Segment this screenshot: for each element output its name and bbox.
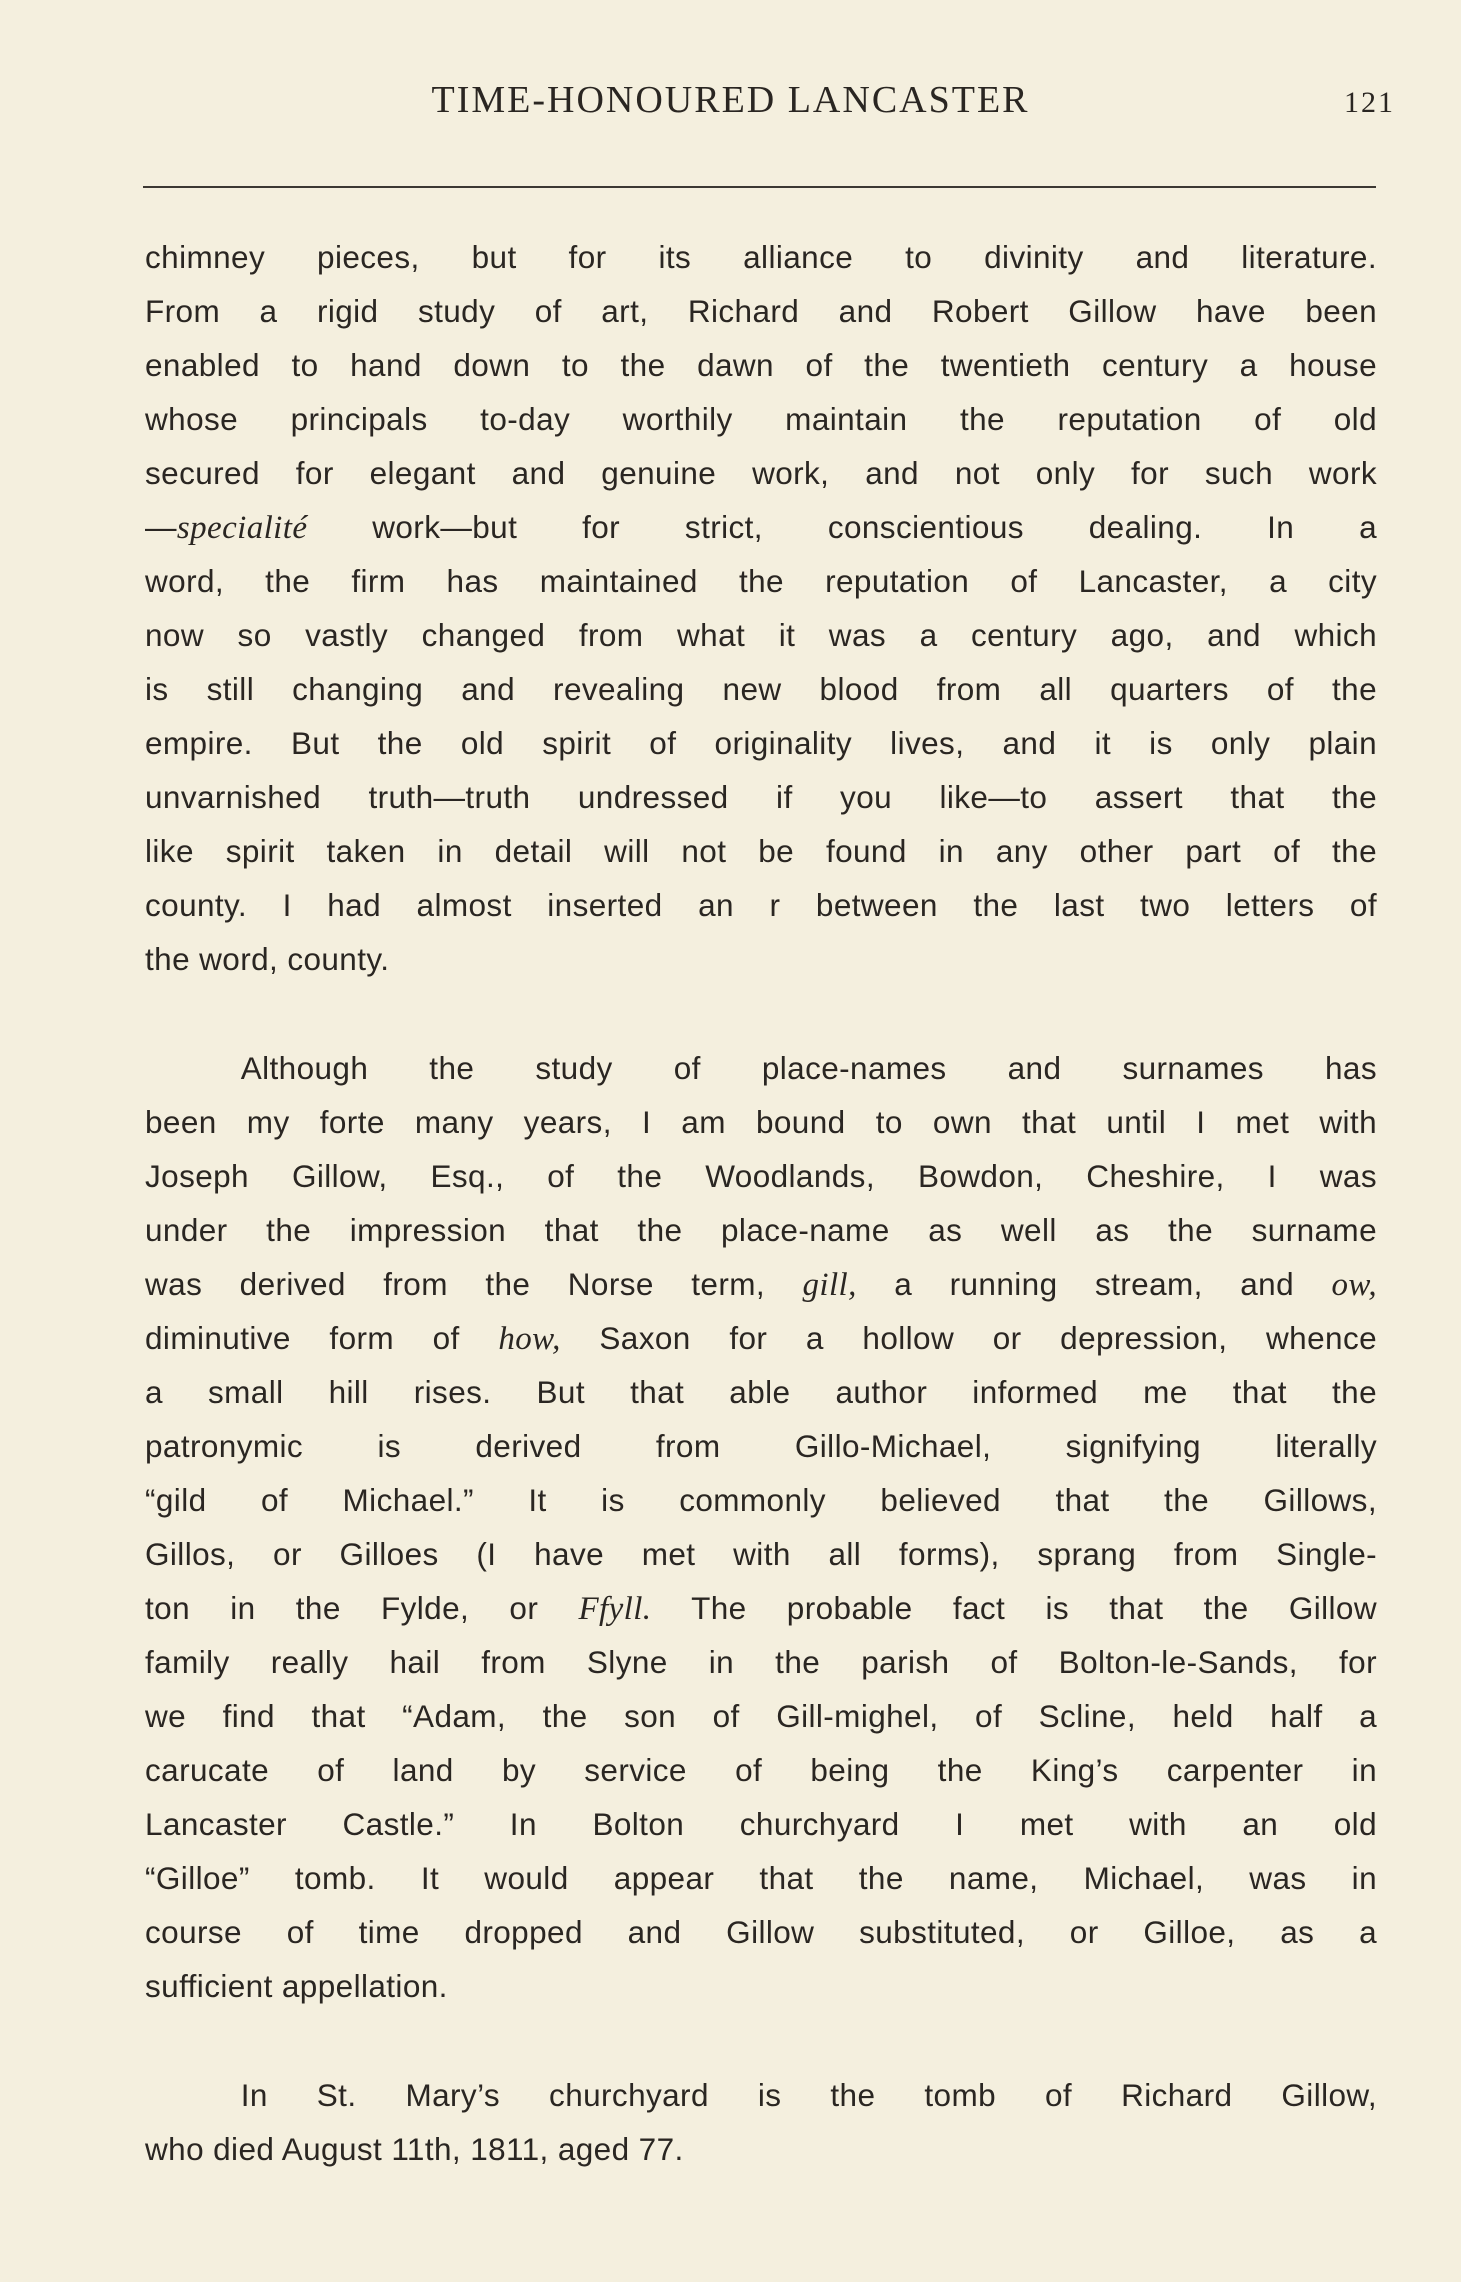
text-run: county. I had almost inserted an r between the last two letters of: [145, 887, 1377, 923]
paragraph: [145, 2068, 1377, 2176]
paragraph: [145, 230, 1377, 986]
text-run: specialité: [176, 510, 308, 546]
text-line: [145, 932, 1377, 986]
text-run: who died August 11th, 1811, aged 77.: [145, 2131, 684, 2167]
text-run: —: [145, 509, 177, 545]
text-run: word, the firm has maintained the reputation of Lancaster, a city: [145, 563, 1377, 599]
text-line: [145, 1797, 1377, 1851]
text-run: a small hill rises. But that able author informed me that the: [145, 1374, 1377, 1410]
text-line: [145, 878, 1377, 932]
text-run: we find that “Adam, the son of Gill-mighel, of Scline, held half a: [145, 1698, 1377, 1734]
text-line: [145, 1257, 1377, 1311]
text-line: [145, 338, 1377, 392]
text-line: [145, 1095, 1377, 1149]
text-line: [145, 1959, 1377, 2013]
text-run: In St. Mary’s churchyard is the tomb of Richard Gillow,: [145, 2077, 1377, 2113]
text-line: [145, 1527, 1377, 1581]
text-run: how,: [498, 1321, 561, 1357]
text-line: [145, 554, 1377, 608]
text-run: Joseph Gillow, Esq., of the Woodlands, Bowdon, Cheshire, I was: [145, 1158, 1377, 1194]
text-run: a running stream, and: [856, 1266, 1332, 1302]
text-run: diminutive form of: [145, 1320, 499, 1356]
text-line: [145, 1581, 1377, 1635]
text-run: The probable fact is that the Gillow: [651, 1590, 1377, 1626]
text-line: [145, 1419, 1377, 1473]
text-line: [145, 770, 1377, 824]
text-run: Although the study of place-names and surnames has: [145, 1050, 1377, 1086]
text-line: [145, 1311, 1377, 1365]
text-run: the word, county.: [145, 941, 390, 977]
text-run: “Gilloe” tomb. It would appear that the name, Michael, was in: [145, 1860, 1377, 1896]
text-line: [145, 1635, 1377, 1689]
text-run: under the impression that the place-name as well as the surname: [145, 1212, 1377, 1248]
running-header: [0, 78, 1461, 138]
text-run: Ffyll.: [578, 1591, 652, 1627]
text-run: whose principals to-day worthily maintain the reputation of old: [145, 401, 1377, 437]
text-run: enabled to hand down to the dawn of the twentieth century a house: [145, 347, 1377, 383]
text-run: Gillos, or Gilloes (I have met with all forms), sprang from Single-: [145, 1536, 1377, 1572]
text-line: [145, 2122, 1377, 2176]
text-run: empire. But the old spirit of originality lives, and it is only plain: [145, 725, 1377, 761]
text-line: [145, 662, 1377, 716]
body-text: [145, 230, 1377, 2176]
text-run: family really hail from Slyne in the parish of Bolton-le-Sands, for: [145, 1644, 1377, 1680]
text-run: gill,: [802, 1267, 857, 1303]
text-line: [145, 500, 1377, 554]
text-line: [145, 1905, 1377, 1959]
text-run: carucate of land by service of being the King’s carpenter in: [145, 1752, 1377, 1788]
paragraph: [145, 1041, 1377, 2013]
text-run: course of time dropped and Gillow substituted, or Gilloe, as a: [145, 1914, 1377, 1950]
header-rule: [143, 186, 1376, 188]
page-number: 121: [1344, 86, 1395, 119]
text-run: chimney pieces, but for its alliance to divinity and literature.: [145, 239, 1377, 275]
text-line: [145, 230, 1377, 284]
text-run: ton in the Fylde, or: [145, 1590, 579, 1626]
text-run: been my forte many years, I am bound to own that until I met with: [145, 1104, 1377, 1140]
text-line: [145, 824, 1377, 878]
running-title: TIME-HONOURED LANCASTER: [431, 79, 1030, 121]
text-run: Saxon for a hollow or depression, whence: [560, 1320, 1378, 1356]
text-line: [145, 1473, 1377, 1527]
text-run: secured for elegant and genuine work, and not only for such work: [145, 455, 1377, 491]
text-line: [145, 1149, 1377, 1203]
text-line: [145, 1689, 1377, 1743]
text-run: unvarnished truth—truth undressed if you like—to assert that the: [145, 779, 1377, 815]
text-line: [145, 446, 1377, 500]
text-run: now so vastly changed from what it was a century ago, and which: [145, 617, 1377, 653]
text-run: “gild of Michael.” It is commonly believed that the Gillows,: [145, 1482, 1377, 1518]
text-line: [145, 284, 1377, 338]
text-line: [145, 1851, 1377, 1905]
text-line: [145, 608, 1377, 662]
text-run: like spirit taken in detail will not be found in any other part of the: [145, 833, 1377, 869]
paragraph-gap: [145, 2013, 1377, 2068]
text-line: [145, 1041, 1377, 1095]
text-line: [145, 392, 1377, 446]
text-line: [145, 716, 1377, 770]
text-run: From a rigid study of art, Richard and Robert Gillow have been: [145, 293, 1377, 329]
text-run: patronymic is derived from Gillo-Michael, signifying literally: [145, 1428, 1377, 1464]
text-run: ow,: [1331, 1267, 1377, 1303]
text-run: was derived from the Norse term,: [145, 1266, 803, 1302]
text-line: [145, 1743, 1377, 1797]
text-run: is still changing and revealing new blood from all quarters of the: [145, 671, 1377, 707]
text-run: work—but for strict, conscientious dealing. In a: [307, 509, 1377, 545]
text-line: [145, 2068, 1377, 2122]
text-line: [145, 1365, 1377, 1419]
text-run: Lancaster Castle.” In Bolton churchyard I met with an old: [145, 1806, 1377, 1842]
paragraph-gap: [145, 986, 1377, 1041]
text-line: [145, 1203, 1377, 1257]
text-run: sufficient appellation.: [145, 1968, 448, 2004]
